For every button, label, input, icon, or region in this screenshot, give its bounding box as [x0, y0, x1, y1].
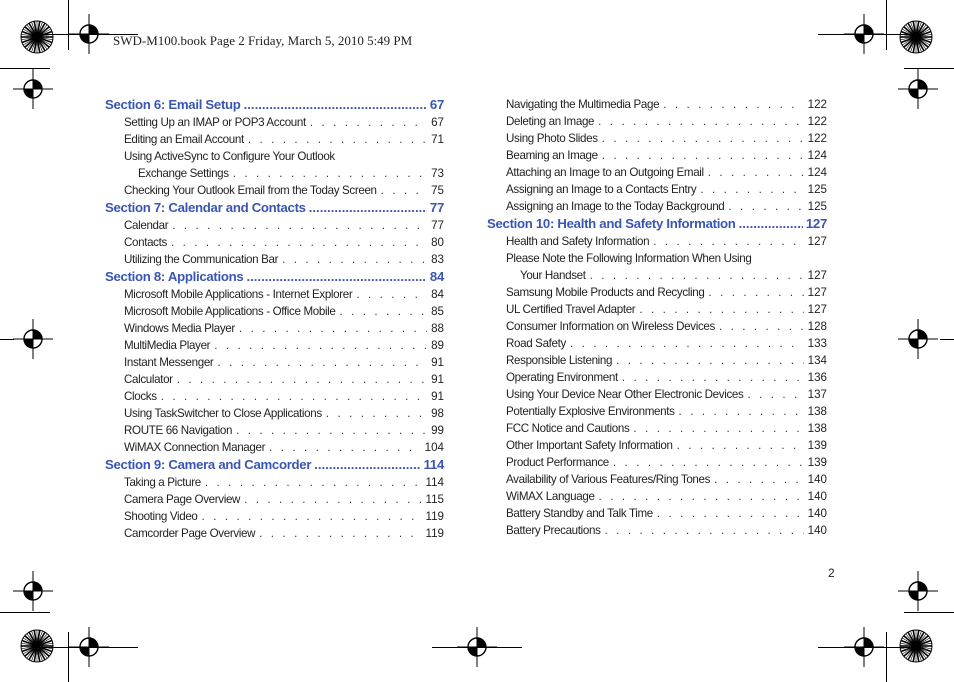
toc-page-number: 114 [425, 476, 444, 489]
toc-entry [487, 403, 827, 420]
registration-target-icon [13, 319, 53, 359]
dot-leader [570, 335, 804, 352]
crop-line [68, 0, 69, 50]
toc-page-number: 91 [431, 390, 444, 403]
color-starburst-icon [899, 629, 933, 663]
dot-leader [177, 371, 427, 388]
toc-page-number: 140 [807, 507, 827, 520]
dot-leader [340, 303, 428, 320]
crop-line [432, 647, 522, 648]
toc-page-number: 127 [807, 303, 827, 316]
toc-entry-title: Clocks [124, 390, 157, 403]
toc-entry [105, 148, 444, 165]
toc-entry [487, 471, 827, 488]
toc-entry-title: Battery Standby and Talk Time [506, 507, 653, 520]
toc-entry [487, 335, 827, 352]
toc-page-number: 136 [807, 371, 827, 384]
toc-entry-title: Exchange Settings [138, 167, 229, 180]
toc-left-column [105, 96, 444, 542]
toc-entry [105, 165, 444, 182]
dot-leader [613, 454, 804, 471]
dot-leader [739, 215, 803, 233]
toc-page-number: 98 [431, 407, 444, 420]
toc-entry [105, 371, 444, 388]
toc-entry [487, 437, 827, 454]
toc-entry [487, 420, 827, 437]
registration-target-icon [13, 69, 53, 109]
toc-entry-title: Deleting an Image [506, 115, 595, 128]
toc-page-number: 67 [429, 97, 444, 112]
toc-entry-title: Assigning an Image to the Today Background [506, 200, 725, 213]
toc-entry-title: Instant Messenger [124, 356, 214, 369]
dot-leader [314, 456, 420, 474]
toc-entry-title: Battery Precautions [506, 524, 601, 537]
toc-entry [487, 198, 827, 215]
toc-entry-title: Section 8: Applications [105, 269, 244, 284]
toc-entry [487, 352, 827, 369]
toc-entry-title: Assigning an Image to a Contacts Entry [506, 183, 697, 196]
toc-entry [105, 337, 444, 354]
toc-entry [105, 234, 444, 251]
toc-entry [105, 182, 444, 199]
crop-line [886, 0, 887, 50]
toc-page-number: 104 [424, 441, 444, 454]
toc-entry-title: UL Certified Travel Adapter [506, 303, 636, 316]
crop-line [68, 632, 69, 682]
crop-line [904, 68, 954, 69]
toc-entry [105, 251, 444, 268]
toc-page-number: 137 [807, 388, 827, 401]
toc-page-number: 77 [431, 219, 444, 232]
dot-leader [663, 96, 803, 113]
dot-leader [171, 234, 427, 251]
toc-page-number: 115 [425, 493, 444, 506]
toc-entry-title: Contacts [124, 236, 167, 249]
dot-leader [161, 388, 427, 405]
toc-entry-title: Section 10: Health and Safety Information [487, 216, 736, 231]
toc-entry-title: Camera Page Overview [124, 493, 241, 506]
toc-entry [487, 267, 827, 284]
toc-entry-title: Calculator [124, 373, 173, 386]
toc-page-number: 124 [807, 149, 827, 162]
toc-entry [487, 181, 827, 198]
toc-entry-title: Editing an Email Account [124, 133, 244, 146]
toc-entry-title: Navigating the Multimedia Page [506, 98, 660, 111]
toc-entry-title: Responsible Listening [506, 354, 613, 367]
toc-entry-title: Section 9: Camera and Camcorder [105, 457, 312, 472]
toc-entry [105, 508, 444, 525]
toc-page-number: 67 [431, 116, 444, 129]
toc-entry-title: ROUTE 66 Navigation [124, 424, 233, 437]
dot-leader [633, 420, 803, 437]
dot-leader [217, 354, 427, 371]
dot-leader [244, 491, 421, 508]
page-number: 2 [828, 566, 835, 580]
toc-entry-title: Your Handset [520, 269, 586, 282]
toc-entry [487, 233, 827, 250]
toc-page-number: 89 [431, 339, 444, 352]
toc-entry [487, 130, 827, 147]
toc-page-number: 127 [807, 269, 827, 282]
dot-leader [708, 284, 803, 301]
dot-leader [590, 267, 804, 284]
toc-entry-title: Camcorder Page Overview [124, 527, 256, 540]
dot-leader [236, 422, 427, 439]
toc-entry [487, 386, 827, 403]
dot-leader [244, 96, 427, 114]
toc-entry [487, 369, 827, 386]
dot-leader [602, 130, 804, 147]
toc-page-number: 138 [807, 422, 827, 435]
toc-entry [105, 114, 444, 131]
toc-entry [487, 250, 827, 267]
color-starburst-icon [899, 20, 933, 54]
dot-leader [246, 268, 426, 286]
toc-page-number: 114 [423, 457, 444, 472]
toc-section-heading [105, 268, 444, 286]
toc-page-number: 124 [807, 166, 827, 179]
toc-page-number: 80 [431, 236, 444, 249]
toc-page-number: 71 [431, 133, 444, 146]
registration-target-icon [13, 571, 53, 611]
crop-line [818, 647, 910, 648]
dot-leader [356, 286, 427, 303]
toc-entry-title: Using Your Device Near Other Electronic Devices [506, 388, 744, 401]
toc-entry [487, 454, 827, 471]
dot-leader [700, 181, 803, 198]
crop-line [886, 632, 887, 682]
toc-entry [105, 131, 444, 148]
toc-entry-title: Consumer Information on Wireless Devices [506, 320, 715, 333]
toc-page-number: 99 [431, 424, 444, 437]
toc-page-number: 127 [807, 235, 827, 248]
toc-entry-title: MultiMedia Player [124, 339, 211, 352]
toc-right-column [487, 96, 827, 539]
crop-line [40, 647, 138, 648]
dot-leader [622, 369, 804, 386]
toc-page-number: 83 [431, 253, 444, 266]
toc-entry-title: Road Safety [506, 337, 566, 350]
toc-section-heading [487, 215, 827, 233]
toc-entry [105, 303, 444, 320]
dot-leader [639, 301, 803, 318]
dot-leader [728, 198, 803, 215]
toc-page-number: 84 [431, 288, 444, 301]
toc-page-number: 119 [425, 510, 444, 523]
toc-entry-title: Using Photo Slides [506, 132, 598, 145]
registration-target-icon [898, 319, 938, 359]
toc-page-number: 73 [431, 167, 444, 180]
toc-entry-title: WiMAX Connection Manager [124, 441, 266, 454]
toc-entry-title: Potentially Explosive Environments [506, 405, 675, 418]
toc-entry-title: Product Performance [506, 456, 609, 469]
toc-entry-title: Please Note the Following Information When Using [506, 252, 752, 265]
dot-leader [248, 131, 427, 148]
toc-entry [487, 147, 827, 164]
toc-page-number: 91 [431, 373, 444, 386]
dot-leader [719, 318, 804, 335]
dot-leader [172, 217, 427, 234]
crop-line [0, 68, 50, 69]
toc-page-number: 140 [807, 524, 827, 537]
toc-entry-title: Attaching an Image to an Outgoing Email [506, 166, 704, 179]
toc-section-heading [105, 199, 444, 217]
dot-leader [605, 522, 804, 539]
dot-leader [239, 320, 427, 337]
crop-line [904, 612, 954, 613]
toc-page-number: 134 [807, 354, 827, 367]
toc-entry-title: Utilizing the Communication Bar [124, 253, 279, 266]
toc-entry-title: Setting Up an IMAP or POP3 Account [124, 116, 306, 129]
dot-leader [616, 352, 804, 369]
toc-entry-title: Microsoft Mobile Applications - Internet Explorer [124, 288, 353, 301]
toc-entry [105, 474, 444, 491]
dot-leader [677, 437, 804, 454]
toc-entry [487, 284, 827, 301]
toc-entry [105, 320, 444, 337]
toc-entry [105, 525, 444, 542]
dot-leader [747, 386, 803, 403]
dot-leader [202, 508, 422, 525]
toc-entry [487, 113, 827, 130]
crop-line [940, 339, 954, 340]
toc-entry-title: WiMAX Language [506, 490, 595, 503]
toc-page-number: 84 [429, 269, 444, 284]
toc-page-number: 140 [807, 490, 827, 503]
toc-page-number: 77 [429, 200, 444, 215]
toc-page-number: 122 [807, 98, 827, 111]
toc-entry [105, 439, 444, 456]
toc-entry-title: Windows Media Player [124, 322, 235, 335]
toc-entry-title: Shooting Video [124, 510, 198, 523]
dot-leader [282, 251, 427, 268]
toc-entry [487, 96, 827, 113]
dot-leader [657, 505, 804, 522]
toc-entry-title: Microsoft Mobile Applications - Office Mobile [124, 305, 336, 318]
dot-leader [205, 474, 422, 491]
toc-page-number: 122 [807, 132, 827, 145]
registration-target-icon [898, 69, 938, 109]
crop-line [0, 339, 14, 340]
toc-entry-title: Health and Safety Information [506, 235, 650, 248]
crop-line [0, 612, 50, 613]
toc-page-number: 128 [807, 320, 827, 333]
dot-leader [599, 488, 804, 505]
toc-entry-title: Calendar [124, 219, 169, 232]
dot-leader [714, 471, 804, 488]
toc-entry-title: Using TaskSwitcher to Close Applications [124, 407, 322, 420]
toc-entry-title: Samsung Mobile Products and Recycling [506, 286, 705, 299]
toc-entry-title: Using ActiveSync to Configure Your Outlook [124, 150, 335, 163]
dot-leader [326, 405, 427, 422]
dot-leader [653, 233, 803, 250]
dot-leader [259, 525, 421, 542]
toc-page-number: 127 [805, 216, 827, 231]
dot-leader [309, 199, 427, 217]
toc-page-number: 139 [807, 439, 827, 452]
toc-entry [487, 164, 827, 181]
toc-page-number: 75 [431, 184, 444, 197]
toc-entry-title: Other Important Safety Information [506, 439, 673, 452]
crop-line [818, 34, 910, 35]
dot-leader [214, 337, 427, 354]
toc-entry-title: Beaming an Image [506, 149, 598, 162]
toc-entry-title: Operating Environment [506, 371, 618, 384]
toc-entry-title: Taking a Picture [124, 476, 201, 489]
toc-page-number: 125 [807, 200, 827, 213]
toc-entry [105, 422, 444, 439]
toc-entry [105, 491, 444, 508]
color-starburst-icon [20, 629, 54, 663]
toc-page-number: 133 [807, 337, 827, 350]
toc-page-number: 140 [807, 473, 827, 486]
dot-leader [598, 113, 804, 130]
toc-page-number: 85 [431, 305, 444, 318]
toc-entry [105, 217, 444, 234]
toc-page-number: 91 [431, 356, 444, 369]
toc-entry [105, 388, 444, 405]
toc-page-number: 119 [425, 527, 444, 540]
toc-entry-title: Checking Your Outlook Email from the Today Screen [124, 184, 377, 197]
toc-page-number: 125 [807, 183, 827, 196]
toc-page-number: 138 [807, 405, 827, 418]
toc-page-number: 139 [807, 456, 827, 469]
toc-page-number: 88 [431, 322, 444, 335]
color-starburst-icon [20, 20, 54, 54]
toc-entry [487, 488, 827, 505]
toc-page-number: 127 [807, 286, 827, 299]
toc-entry [487, 505, 827, 522]
dot-leader [679, 403, 804, 420]
toc-entry [487, 318, 827, 335]
toc-entry [105, 286, 444, 303]
toc-entry-title: Section 6: Email Setup [105, 97, 241, 112]
dot-leader [310, 114, 427, 131]
dot-leader [602, 147, 804, 164]
book-header: SWD-M100.book Page 2 Friday, March 5, 2010 5:49 PM [113, 33, 413, 48]
dot-leader [269, 439, 421, 456]
dot-leader [233, 165, 427, 182]
dot-leader [708, 164, 804, 181]
dot-leader [381, 182, 427, 199]
toc-section-heading [105, 456, 444, 474]
toc-entry [487, 522, 827, 539]
toc-entry [487, 301, 827, 318]
toc-entry [105, 354, 444, 371]
toc-section-heading [105, 96, 444, 114]
toc-entry-title: Availability of Various Features/Ring Tones [506, 473, 711, 486]
toc-entry [105, 405, 444, 422]
registration-target-icon [898, 571, 938, 611]
toc-page-number: 122 [807, 115, 827, 128]
toc-entry-title: Section 7: Calendar and Contacts [105, 200, 306, 215]
toc-entry-title: FCC Notice and Cautions [506, 422, 630, 435]
